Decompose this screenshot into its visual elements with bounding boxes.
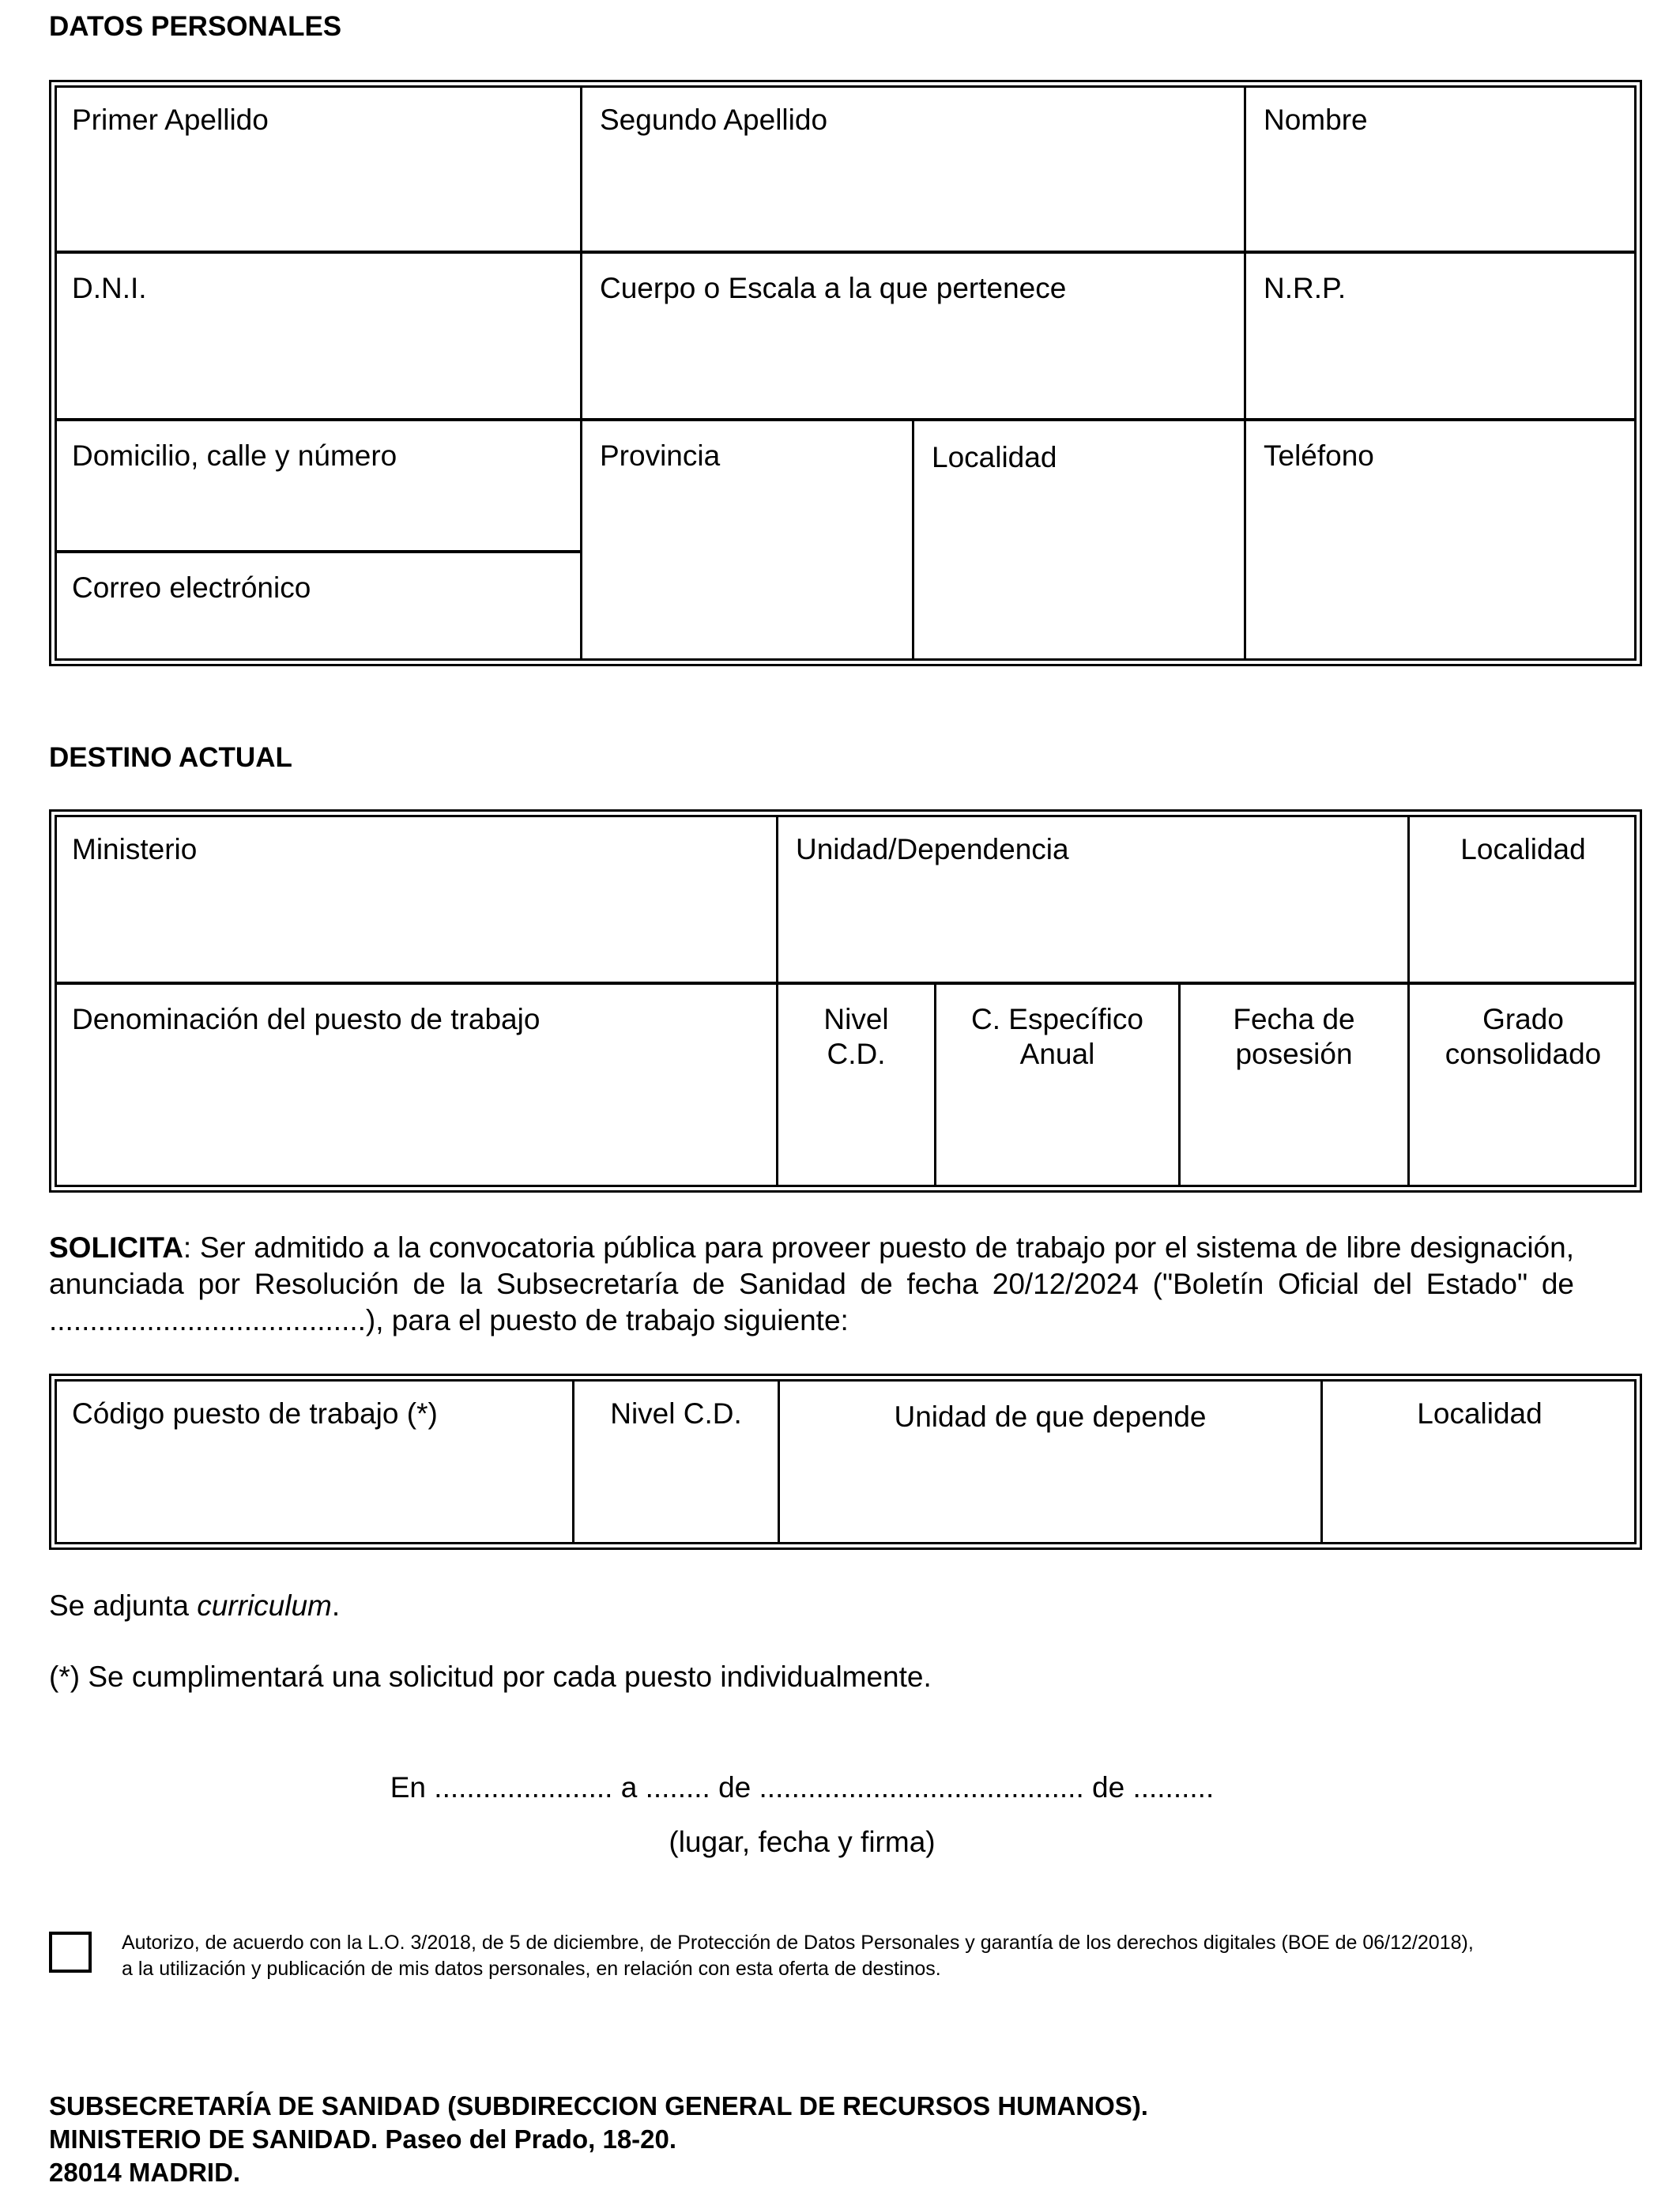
field-label: Denominación del puesto de trabajo <box>72 1003 541 1035</box>
field-fecha-posesion[interactable] <box>1181 985 1407 1187</box>
field-label: N.R.P. <box>1264 272 1347 304</box>
field-dni[interactable] <box>55 254 580 418</box>
field-codigo-puesto[interactable] <box>55 1379 572 1544</box>
field-grado-consolidado[interactable] <box>1410 985 1637 1187</box>
field-label: posesión <box>1235 1038 1353 1070</box>
field-label: Segundo Apellido <box>600 104 828 136</box>
field-nivel-cd[interactable] <box>778 985 934 1187</box>
footer-line: MINISTERIO DE SANIDAD. Paseo del Prado, 18-20. <box>49 2124 677 2154</box>
solicita-label: SOLICITA <box>49 1231 183 1264</box>
field-provincia[interactable] <box>582 421 912 661</box>
field-label: D.N.I. <box>72 272 147 304</box>
field-label: C.D. <box>827 1038 886 1070</box>
field-label: Unidad/Dependencia <box>796 833 1069 865</box>
authorization-line: Autorizo, de acuerdo con la L.O. 3/2018, de 5 de diciembre, de Protección de Datos Personales y garantía de los derechos digitales (BOE de 06/12/2018), <box>122 1932 1474 1954</box>
solicita-paragraph <box>49 1230 1574 1339</box>
field-telefono[interactable] <box>1246 421 1637 661</box>
field-correo[interactable] <box>55 553 580 661</box>
field-label: Cuerpo o Escala a la que pertenece <box>600 272 1067 304</box>
field-label: Ministerio <box>72 833 198 865</box>
field-unidad-dependencia[interactable] <box>778 815 1407 982</box>
field-label: Domicilio, calle y número <box>72 439 397 472</box>
section-title-datos-personales: DATOS PERSONALES <box>49 11 342 42</box>
field-label: Primer Apellido <box>72 104 269 136</box>
field-label: Nivel C.D. <box>610 1397 742 1430</box>
note-text: Se adjunta <box>49 1589 198 1622</box>
field-label: Código puesto de trabajo (*) <box>72 1397 438 1430</box>
note-text: . <box>331 1589 341 1622</box>
signature-caption: (lugar, fecha y firma) <box>669 1826 936 1858</box>
authorization-checkbox[interactable] <box>49 1932 92 1973</box>
footer-address <box>49 2090 1148 2189</box>
field-label: Grado <box>1482 1003 1564 1035</box>
field-label: Teléfono <box>1264 439 1374 472</box>
field-label: Provincia <box>600 439 721 472</box>
field-localidad-solicitado[interactable] <box>1323 1379 1637 1544</box>
note-italic: curriculum <box>197 1589 332 1622</box>
field-label: Localidad <box>1460 833 1586 865</box>
field-label: Correo electrónico <box>72 571 311 604</box>
field-nivel-cd-solicitado[interactable] <box>574 1379 778 1544</box>
field-label: Anual <box>1019 1038 1095 1070</box>
field-localidad[interactable] <box>914 423 1244 661</box>
field-c-especifico[interactable] <box>936 985 1178 1187</box>
field-cuerpo-escala[interactable] <box>582 254 1244 418</box>
field-nrp[interactable] <box>1246 254 1637 418</box>
curriculum-note <box>49 1589 340 1623</box>
solicita-text: : Ser admitido a la convocatoria pública para proveer puesto de trabajo por el sistema de libre designación, anunciada por Resolución de la Subsecretaría de Sanidad de fecha 20/12/2024 ("Boletín Oficial del Estado" de .......................................), para el puesto de trabajo siguiente: <box>49 1231 1574 1336</box>
field-label: consolidado <box>1445 1038 1602 1070</box>
field-denominacion-puesto[interactable] <box>55 985 776 1187</box>
authorization-text <box>122 1930 1623 1982</box>
footer-line: SUBSECRETARÍA DE SANIDAD (SUBDIRECCION GENERAL DE RECURSOS HUMANOS). <box>49 2091 1148 2120</box>
field-label: Localidad <box>1417 1397 1543 1430</box>
asterisk-note: (*) Se cumplimentará una solicitud por cada puesto individualmente. <box>49 1661 932 1693</box>
field-primer-apellido[interactable] <box>55 85 580 251</box>
field-label: Unidad de que depende <box>894 1400 1207 1433</box>
field-domicilio[interactable] <box>55 421 580 550</box>
authorization-line: a la utilización y publicación de mis datos personales, en relación con esta oferta de destinos. <box>122 1958 941 1980</box>
footer-line: 28014 MADRID. <box>49 2158 241 2187</box>
field-label: C. Específico <box>971 1003 1143 1035</box>
field-ministerio[interactable] <box>55 815 776 982</box>
field-label: Fecha de <box>1233 1003 1355 1035</box>
field-label: Localidad <box>932 441 1057 473</box>
field-nombre[interactable] <box>1246 85 1637 251</box>
field-segundo-apellido[interactable] <box>582 85 1244 251</box>
field-unidad-depende[interactable] <box>780 1379 1320 1544</box>
field-localidad-destino[interactable] <box>1410 815 1637 982</box>
field-label: Nombre <box>1264 104 1368 136</box>
signature-line[interactable]: En ...................... a ........ de ........................................ de .......... <box>390 1771 1215 1804</box>
section-title-destino-actual: DESTINO ACTUAL <box>49 742 292 773</box>
field-label: Nivel <box>823 1003 889 1035</box>
